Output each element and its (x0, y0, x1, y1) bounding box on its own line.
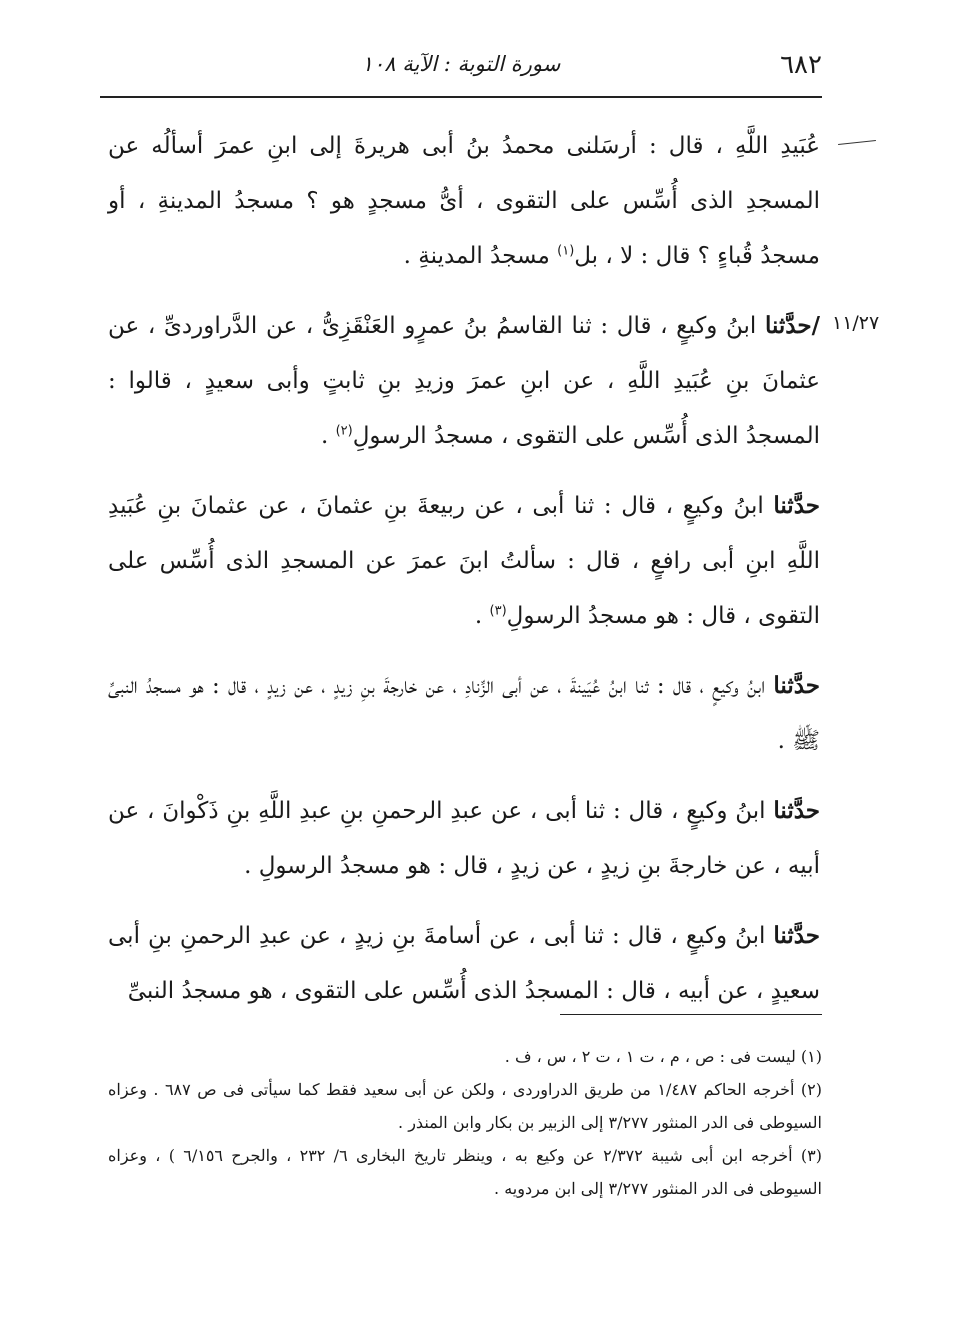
paragraph-4 (108, 658, 820, 769)
page-number: ٦٨٢ (780, 50, 822, 80)
paragraph-5 (108, 783, 820, 894)
paragraph-text: ابنُ وكيعٍ ، قال : ثنا أبى ، عن ربيعةَ بنِ عثمانَ ، عن عثمانَ بنِ عُبَيدِ اللَّهِ ابنِ أبى رافعٍ ، قال : سألتُ ابنَ عمرَ عن المسجدِ الذى أُسِّس على التقوى ، قال : هو مسجدُ الرسولِ (108, 493, 820, 629)
footnote-marker: (٢) (335, 423, 353, 439)
paragraph-1 (108, 118, 820, 284)
paragraph-lead: حدَّثنا (773, 922, 821, 949)
paragraph-text: عُبَيدِ اللَّهِ ، قال : أرسَلنى محمدُ بنُ أبى هريرةَ إلى ابنِ عمرَ أسألُه عن المسجدِ الذى أُسِّس على التقوى ، أىُّ مسجدٍ هو ؟ مسجدُ المدينةِ ، أو مسجدُ قُباءٍ ؟ قال : لا ، بل (108, 133, 820, 269)
footnotes (108, 1040, 822, 1205)
main-text (108, 118, 820, 1033)
running-title: سورة التوبة : الآية ١٠٨ (361, 52, 561, 76)
footnote-3: (٣) أخرجه ابن أبى شيبة ٢/٣٧٢ عن وكيع به ، وينظر تاريخ البخارى ٦/ ٢٣٢ ، والجرح ٦/١٥٦ ) ، وعزاه السيوطى فى الدر المنثور ٣/٢٧٧ إلى ابن مردويه . (108, 1146, 823, 1198)
paragraph-lead: /حدَّثنا (764, 312, 820, 339)
header-rule (100, 96, 822, 98)
paragraph-text: ابنُ وكيعٍ ، قال : ثنا ابنُ عُيَينةَ ، عن أبى الزِّنادِ ، عن خارجةَ بنِ زيدٍ ، عن زيدٍ ، قال : هو مسجدُ النبىِّ ﷺ . (108, 673, 820, 754)
paragraph-6 (108, 908, 820, 1019)
paragraph-tail: . (474, 603, 483, 629)
paragraph-2 (108, 298, 820, 464)
paragraph-lead: حدَّثنا (773, 672, 821, 699)
paragraph-text: ابنُ وكيعٍ ، قال : ثنا القاسمُ بنُ عمرٍو العَنْقَزِىُّ ، عن الدَّراوردىِّ ، عن عثمانَ بنِ عُبَيدِ اللَّهِ ، عن ابنِ عمرَ وزيدِ بنِ ثابتٍ وأبى سعيدٍ ، قالوا : المسجدُ الذى أُسِّس على التقوى ، مسجدُ الرسولِ (108, 313, 820, 449)
footnote-marker: (٣) (489, 603, 507, 619)
footnote-2: (٢) أخرجه الحاكم ١/٤٨٧ من طريق الدراوردى ، ولكن عن أبى سعيد فقط كما سيأتى فى ص ٦٨٧ . وعزاه السيوطى فى الدر المنثور ٣/٢٧٧ إلى الزبير بن بكار وابن المنذر . (108, 1080, 823, 1132)
page-header (100, 46, 822, 90)
paragraph-text: ابنُ وكيعٍ ، قال : ثنا أبى ، عن أسامةَ بنِ زيدٍ ، عن عبدِ الرحمنِ بنِ أبى سعيدٍ ، عن أبيه ، قال : المسجدُ الذى أُسِّس على التقوى ، هو مسجدُ النبىِّ (108, 923, 820, 1004)
paragraph-tail: . (320, 423, 329, 449)
margin-reference: ١١/٢٧ (832, 312, 880, 334)
paragraph-tail: مسجدُ المدينةِ . (403, 243, 550, 269)
footnote-1: (١) ليست فى : ص ، م ، ت ١ ، ت ٢ ، س ، ف . (504, 1047, 822, 1066)
paragraph-3 (108, 478, 820, 644)
paragraph-lead: حدَّثنا (773, 492, 820, 519)
footnote-rule (560, 1014, 822, 1015)
footnote-marker: (١) (557, 243, 575, 259)
margin-dash-mark (838, 140, 876, 145)
paragraph-text: ابنُ وكيعٍ ، قال : ثنا أبى ، عن عبدِ الرحمنِ بنِ عبدِ اللَّهِ بنِ ذَكْوانَ ، عن أبيه ، عن خارجةَ بنِ زيدٍ ، عن زيدٍ ، قال : هو مسجدُ الرسولِ . (108, 798, 820, 879)
paragraph-lead: حدَّثنا (773, 797, 821, 824)
